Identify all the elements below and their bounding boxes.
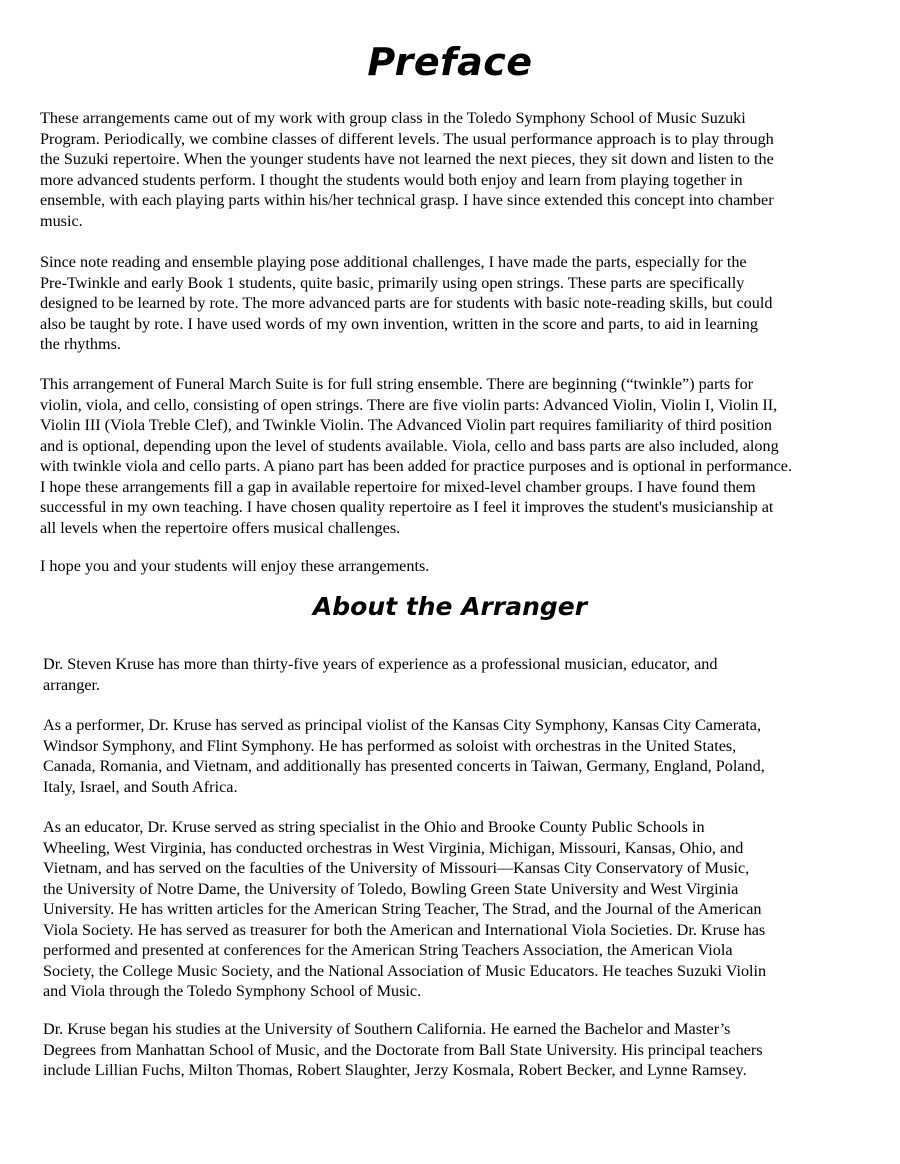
preface-paragraph-3: This arrangement of Funeral March Suite is for full string ensemble. There are beginning (“twinkle”) parts for violin, viola, and cello, consisting of open strings. There are five violin parts: Advanced Violin, Violin I, Violin II, Violin III (Viola Treble Clef), and Twinkle Violin. The Advanced Violin part requires familiarity of third position and is optional, depending upon the level of students available. Viola, cello and bass parts are also included, along with twinkle viola and cello parts. A piano part has been added for practice purposes and is optional in performance. I hope these arrangements fill a gap in available repertoire for mixed-level chamber groups. I have found them successful in my own teaching. I have chosen quality repertoire as I feel it improves the student's musicianship at all levels when the repertoire offers musical challenges. [40, 375, 793, 537]
preface-heading: Preface [367, 40, 533, 84]
about-heading: About the Arranger [312, 592, 588, 621]
about-paragraph-3: As an educator, Dr. Kruse served as string specialist in the Ohio and Brooke County Public Schools in Wheeling, West Virginia, has conducted orchestras in West Virginia, Michigan, Missouri, Kansas, Ohio, and Vietnam, and has served on the faculties of the University of Missouri—Kansas City Conservatory of Music, the University of Notre Dame, the University of Toledo, Bowling Green State University and West Virginia University. He has written articles for the American String Teacher, The Strad, and the Journal of the American Viola Society. He has served as treasurer for both the American and International Viola Societies. Dr. Kruse has performed and presented at conferences for the American String Teachers Association, the American Viola Society, the College Music Society, and the National Association of Music Educators. He teaches Suzuki Violin and Viola through the Toledo Symphony School of Music. [43, 818, 767, 1000]
about-paragraph-2: As a performer, Dr. Kruse has served as principal violist of the Kansas City Symphony, Kansas City Camerata, Windsor Symphony, and Flint Symphony. He has performed as soloist with orchestras in the United States, Canada, Romania, and Vietnam, and additionally has presented concerts in Taiwan, Germany, England, Poland, Italy, Israel, and South Africa. [43, 716, 765, 796]
about-paragraph-4: Dr. Kruse began his studies at the University of Southern California. He earned the Bachelor and Master’s Degrees from Manhattan School of Music, and the Doctorate from Ball State University. His principal teachers include Lillian Fuchs, Milton Thomas, Robert Slaughter, Jerzy Kosmala, Robert Becker, and Lynne Ramsey. [43, 1020, 763, 1079]
preface-paragraph-1: These arrangements came out of my work with group class in the Toledo Symphony School of Music Suzuki Program. Periodically, we combine classes of different levels. The usual performance approach is to play through the Suzuki repertoire. When the younger students have not learned the next pieces, they sit down and listen to the more advanced students perform. I thought the students would both enjoy and learn from playing together in ensemble, with each playing parts within his/her technical grasp. I have since extended this concept into chamber music. [40, 109, 774, 230]
about-paragraph-1: Dr. Steven Kruse has more than thirty-five years of experience as a professional musician, educator, and arranger. [43, 655, 718, 694]
preface-paragraph-4: I hope you and your students will enjoy these arrangements. [40, 557, 430, 575]
preface-paragraph-2: Since note reading and ensemble playing pose additional challenges, I have made the parts, especially for the Pre-Twinkle and early Book 1 students, quite basic, primarily using open strings. These parts are specifically designed to be learned by rote. The more advanced parts are for students with basic note-reading skills, but could also be taught by rote. I have used words of my own invention, written in the score and parts, to aid in learning the rhythms. [40, 253, 773, 353]
